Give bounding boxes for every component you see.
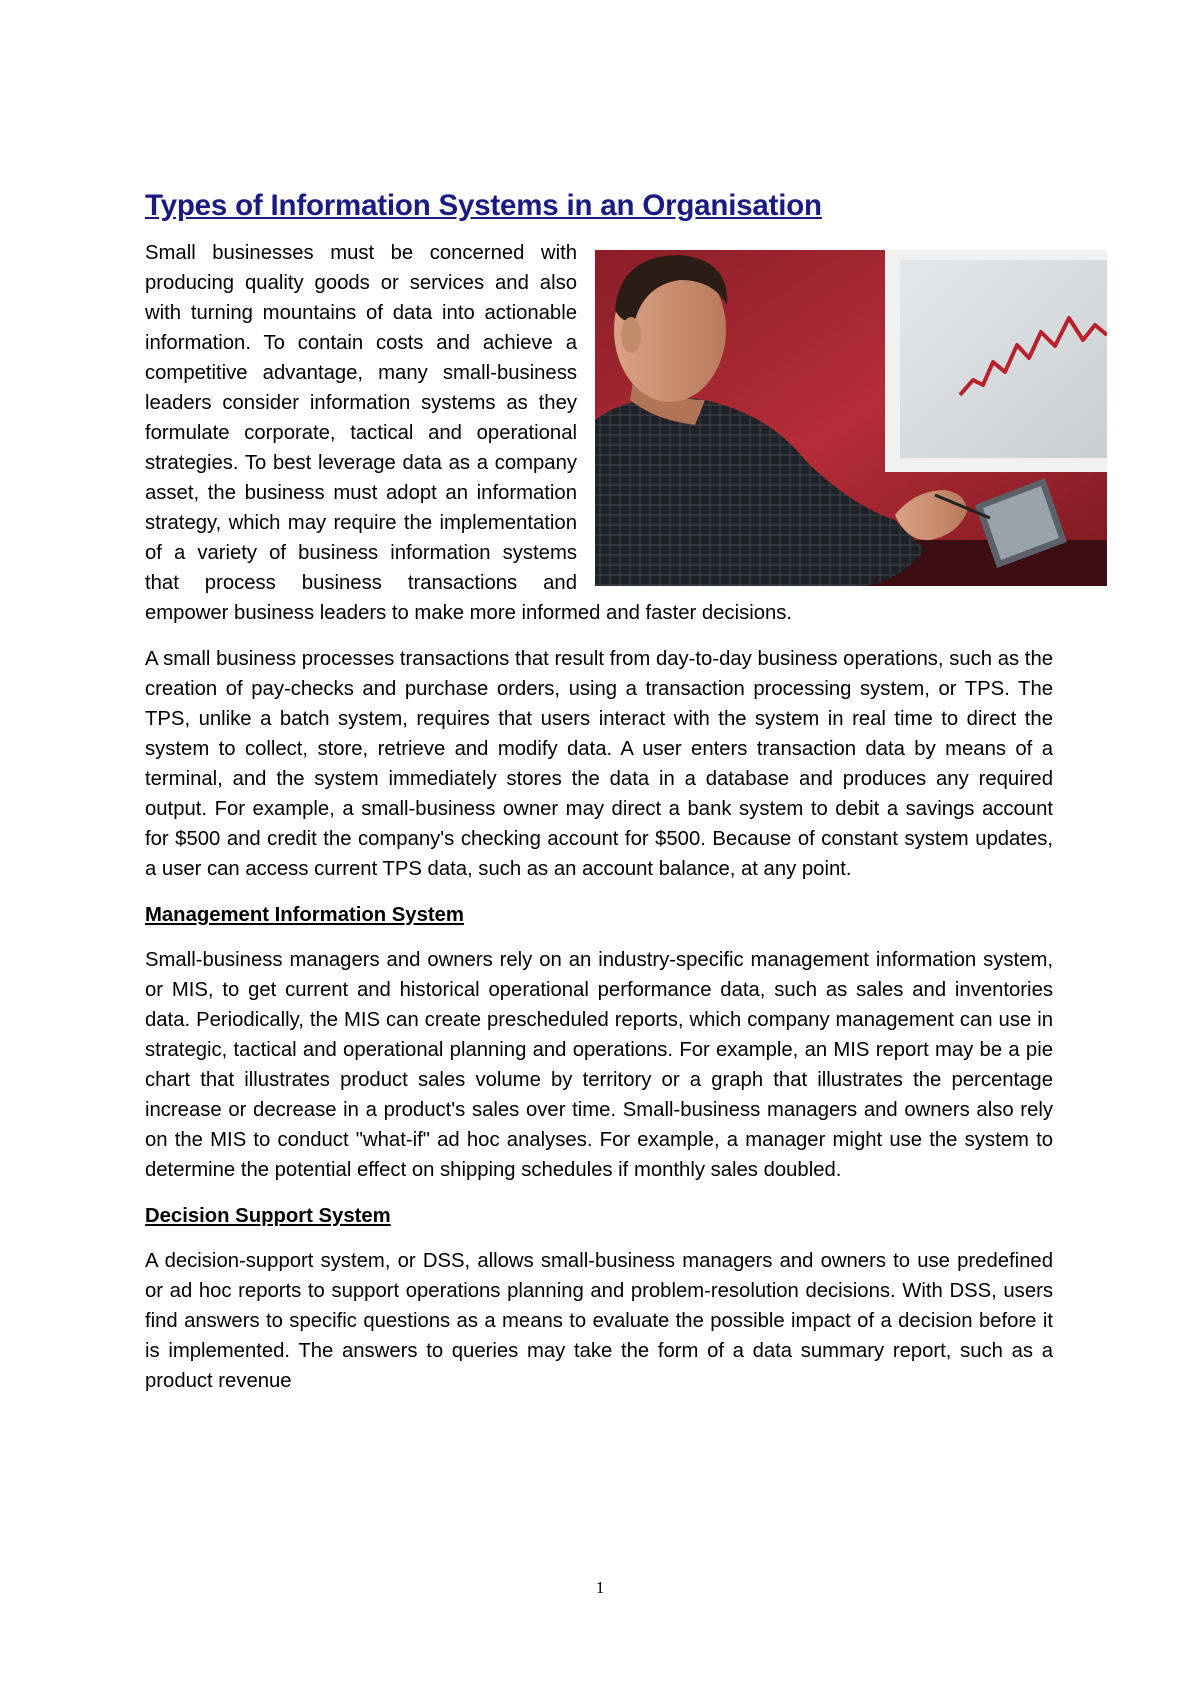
mis-heading: Management Information System bbox=[145, 904, 464, 926]
intro-paragraph: Small businesses must be concerned with producing quality goods or services and also with turning mountains of data into actionable information. To contain costs and achieve a competitive advantage, many small-business leaders consider information systems as they formulate corporate, tactical and operational strategies. To best leverage data as a company asset, the business must adopt an information strategy, which may require the implementation of a variety of business information systems that process business transactions and empower business leaders to make more informed and faster decisions. bbox=[145, 242, 793, 624]
tps-paragraph: A small business processes transactions that result from day-to-day business operations, such as the creation of pay-checks and purchase orders, using a transaction processing system, or TPS. The TPS, unlike a batch system, requires that users interact with the system in real time to direct the system to collect, store, retrieve and modify data. A user enters transaction data by means of a terminal, and the system immediately stores the data in a database and produces any required output. For example, a small-business owner may direct a bank system to debit a savings account for $500 and credit the company's checking account for $500. Because of constant system updates, a user can access current TPS data, such as an account balance, at any point. bbox=[145, 648, 1053, 880]
intro-section bbox=[145, 238, 1053, 644]
dss-heading: Decision Support System bbox=[145, 1205, 391, 1227]
page-title: Types of Information Systems in an Organisation bbox=[145, 189, 822, 222]
business-man-with-chart-photo bbox=[595, 250, 1107, 586]
dss-paragraph: A decision-support system, or DSS, allows small-business managers and owners to use predefined or ad hoc reports to support operations planning and problem-resolution decisions. With DSS, users find answers to specific questions as a means to evaluate the possible impact of a decision before it is implemented. The answers to queries may take the form of a data summary report, such as a product revenue bbox=[145, 1250, 1053, 1392]
page-number: 1 bbox=[595, 1578, 605, 1597]
mis-paragraph: Small-business managers and owners rely on an industry-specific management information system, or MIS, to get current and historical operational performance data, such as sales and inventories data. Periodically, the MIS can create prescheduled reports, which company management can use in strategic, tactical and operational planning and operations. For example, an MIS report may be a pie chart that illustrates product sales volume by territory or a graph that illustrates the percentage increase or decrease in a product's sales over time. Small-business managers and owners also rely on the MIS to conduct "what-if" ad hoc analyses. For example, a manager might use the system to determine the potential effect on shipping schedules if monthly sales doubled. bbox=[145, 949, 1053, 1181]
document-body bbox=[145, 186, 1053, 1412]
